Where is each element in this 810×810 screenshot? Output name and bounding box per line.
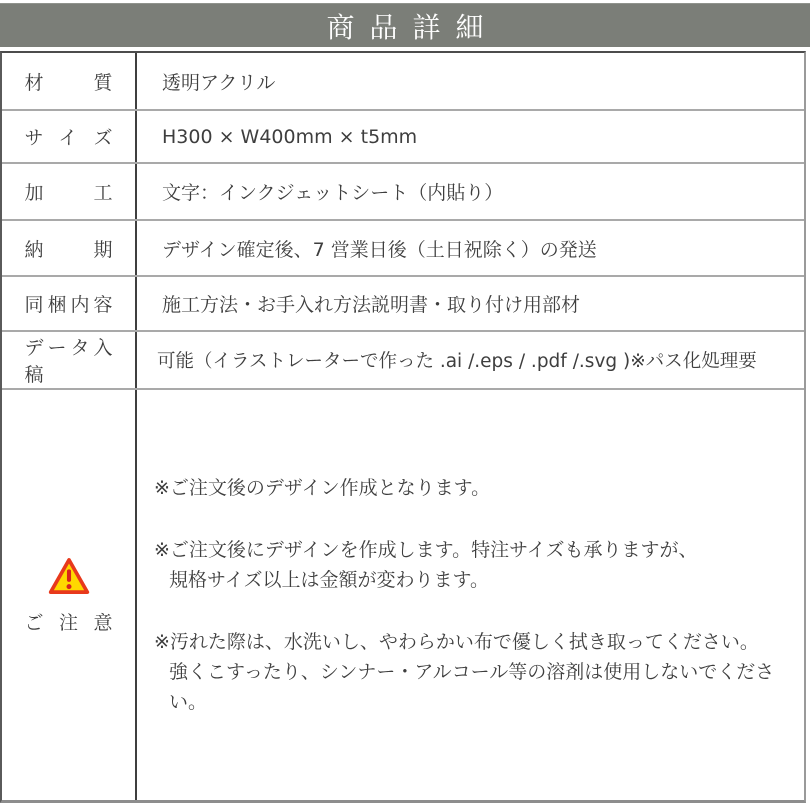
row-value-cell — [137, 53, 804, 109]
row-value: 文字：インクジェットシート（内貼り） — [162, 182, 504, 204]
caution-label-cell — [2, 390, 137, 800]
table-row-data-submission — [2, 332, 804, 390]
product-detail-sheet — [0, 3, 810, 810]
page-title: 商品詳細 — [326, 10, 499, 44]
row-value: H300 × W400mm × t5mm — [162, 125, 418, 148]
table-row-caution — [2, 390, 804, 800]
row-value: 施工方法・お手入れ方法説明書・取り付け用部材 — [162, 294, 581, 316]
row-label-cell — [2, 332, 137, 388]
caution-note — [154, 535, 698, 595]
table-row-size — [2, 111, 804, 164]
note-line: 規格サイズ以上は金額が変わります。 — [169, 569, 489, 591]
note-line: 強くこすったり、シンナー・アルコール等の溶剤は使用しないでください。 — [169, 661, 775, 713]
section-header — [0, 3, 810, 47]
caution-notes — [137, 390, 804, 800]
row-value-cell — [137, 221, 804, 275]
spec-table — [0, 51, 806, 803]
row-label: データ入稿 — [24, 337, 113, 386]
row-label-cell — [2, 221, 137, 275]
row-value: 透明アクリル — [162, 71, 276, 94]
note-line: ※汚れた際は、水洗いし、やわらかい布で優しく拭き取ってください。 — [154, 631, 759, 653]
table-row-included-items — [2, 277, 804, 332]
warning-triangle-icon — [47, 556, 91, 596]
row-label: 材質 — [24, 71, 113, 94]
table-row-delivery — [2, 221, 804, 277]
row-label-cell — [2, 53, 137, 109]
row-value-cell — [137, 277, 804, 330]
row-label-cell — [2, 277, 137, 330]
row-value: 可能（イラストレーターで作った .ai /.eps / .pdf /.svg )※パス化処理要 — [157, 351, 757, 372]
note-line: ※ご注文後のデザイン作成となります。 — [154, 477, 491, 499]
caution-note — [154, 627, 798, 717]
row-label: 加工 — [24, 182, 113, 204]
caution-note — [154, 473, 490, 503]
row-label-cell — [2, 164, 137, 219]
row-value-cell — [137, 332, 804, 388]
table-row-processing — [2, 164, 804, 221]
table-row-material — [2, 53, 804, 111]
note-line: ※ご注文後にデザインを作成します。特注サイズも承りますが、 — [154, 539, 698, 561]
row-value: デザイン確定後、7 営業日後（土日祝除く）の発送 — [162, 238, 597, 261]
row-value-cell — [137, 164, 804, 219]
row-label: サイズ — [24, 127, 113, 149]
row-value-cell — [137, 111, 804, 162]
caution-label: ご注意 — [24, 611, 113, 634]
row-label-cell — [2, 111, 137, 162]
row-label: 納期 — [24, 238, 113, 261]
row-label: 同梱内容 — [24, 294, 113, 316]
